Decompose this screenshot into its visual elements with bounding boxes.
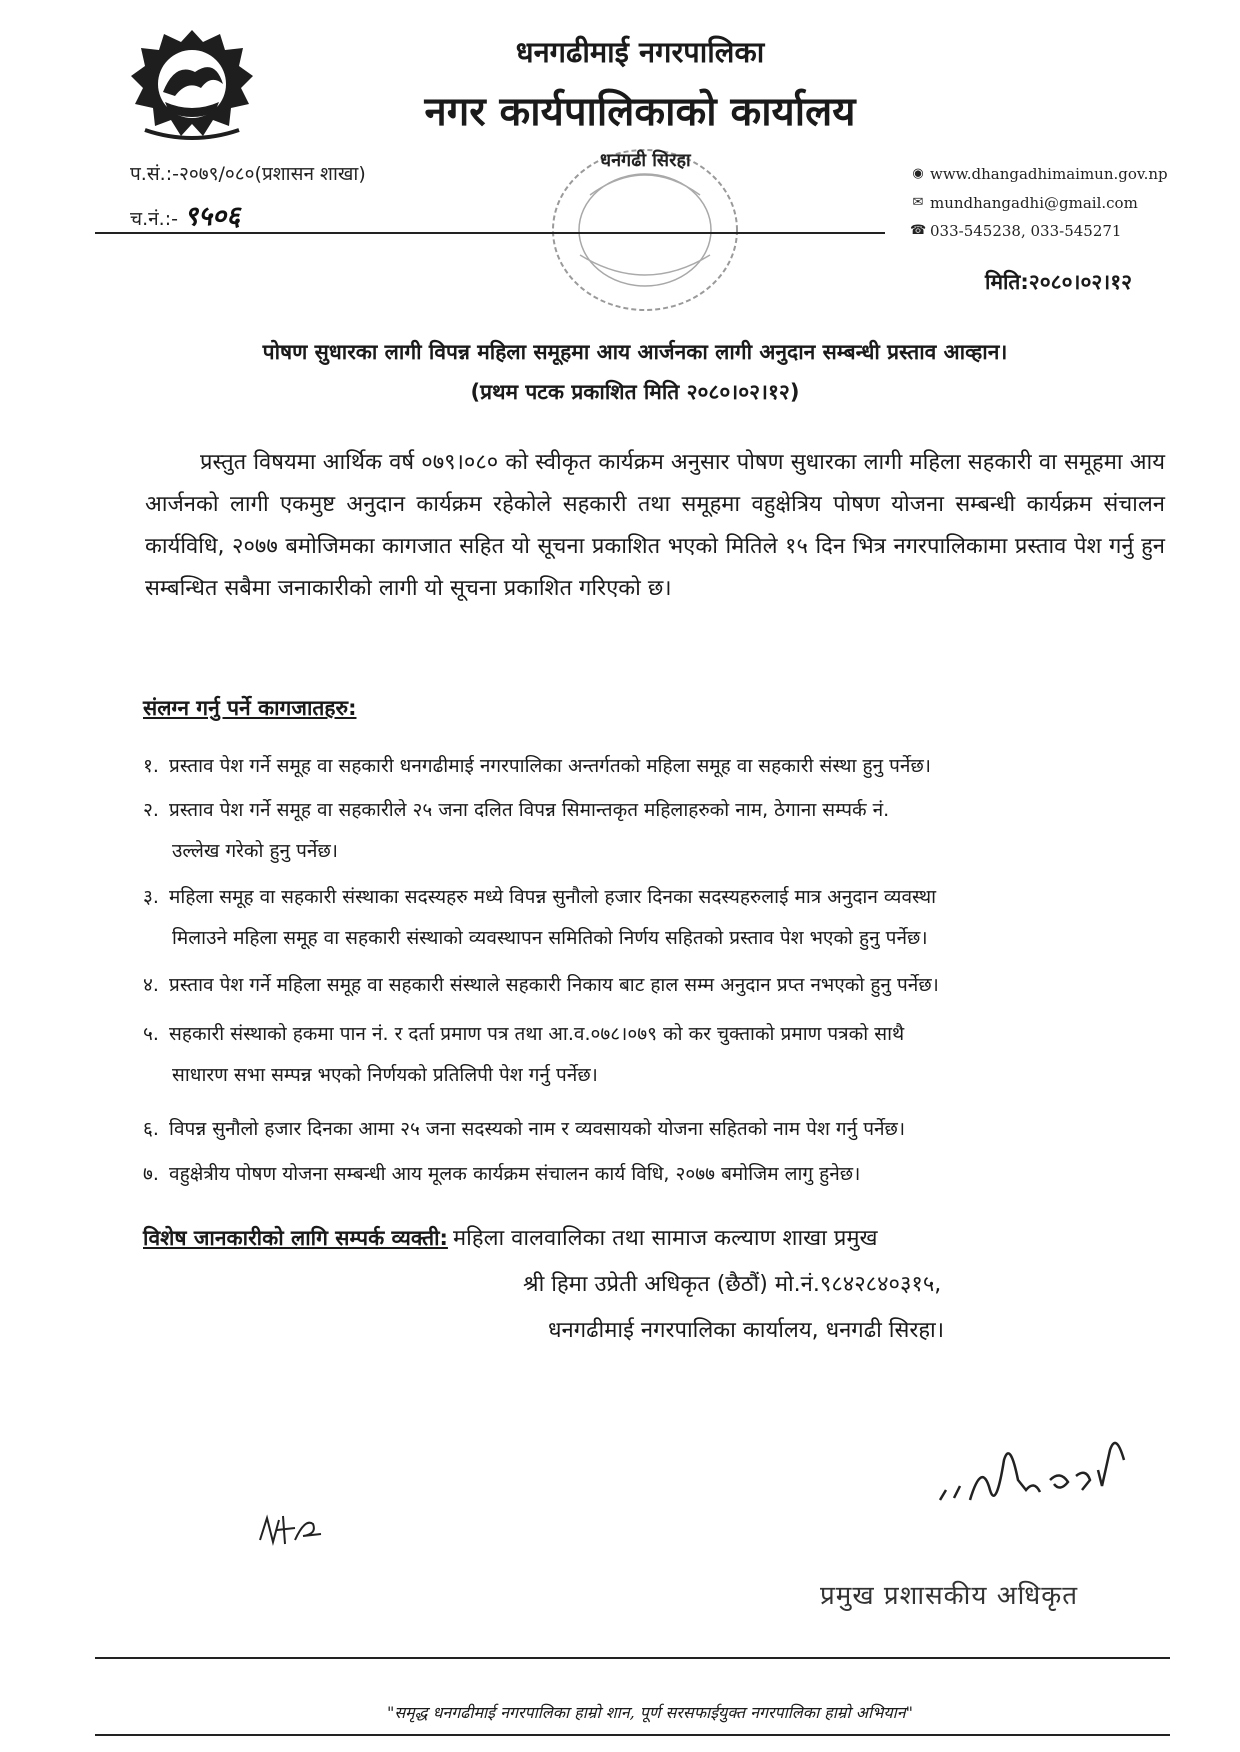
list-item: ३. महिला समूह वा सहकारी संस्थाका सदस्यहरु मध्ये विपन्न सुनौलो हजार दिनका सदस्यहरुलाई मात्र अनुदान व्यवस्था मिलाउने महिला समूह वा सहकारी संस्थाको व्यवस्थापन समितिको निर्णय सहितको प्रस्ताव पेश भएको हुनु पर्नेछ। xyxy=(143,886,937,949)
dispatch-label: च.नं.:- xyxy=(130,208,178,230)
contact-person-line2: श्री हिमा उप्रेती अधिकृत (छैठौं) मो.नं.९८४२८४०३१५, xyxy=(523,1272,942,1297)
phone-text: 033-545238, 033-545271 xyxy=(930,222,1122,240)
globe-icon: ◉ xyxy=(912,166,924,181)
list-item: ६. विपन्न सुनौलो हजार दिनका आमा २५ जना सदस्यको नाम र व्यवसायको योजना सहितको नाम पेश गर्नु पर्नेछ। xyxy=(143,1118,906,1140)
phone-row xyxy=(910,222,1121,240)
office-name: नगर कार्यपालिकाको कार्यालय xyxy=(424,89,856,135)
initials-signature xyxy=(255,1510,325,1550)
website-row xyxy=(910,165,1168,183)
notice-body xyxy=(145,442,1165,610)
list-item: ४. प्रस्ताव पेश गर्ने महिला समूह वा सहकारी संस्थाले सहकारी निकाय बाट हाल सम्म अनुदान प्रप्त नभएको हुनु पर्नेछ। xyxy=(143,974,939,996)
notice-date: मिति:२०८०।०२।१२ xyxy=(985,270,1133,294)
header-divider xyxy=(95,232,885,234)
contact-person-line3: धनगढीमाई नगरपालिका कार्यालय, धनगढी सिरहा। xyxy=(548,1318,945,1343)
list-item: ७. वहुक्षेत्रीय पोषण योजना सम्बन्धी आय मूलक कार्यक्रम संचालन कार्य विधि, २०७७ बमोजिम लागु हुनेछ। xyxy=(143,1163,861,1185)
phone-icon: ☎ xyxy=(910,223,927,238)
dispatch-row xyxy=(130,196,240,233)
list-item: २. प्रस्ताव पेश गर्ने समूह वा सहकारीले २५ जना दलित विपन्न सिमान्तकृत महिलाहरुको नाम, ठेगाना सम्पर्क नं. उल्लेख गरेको हुनु पर्नेछ। xyxy=(143,799,890,862)
contact-person-row xyxy=(143,1222,878,1252)
email-icon: ✉ xyxy=(912,195,924,210)
notice-subtitle: (प्रथम पटक प्रकाशित मिति २०८०।०२।१२) xyxy=(470,380,800,404)
website-text: www.dhangadhimaimun.gov.np xyxy=(930,165,1168,183)
stamp-text: धनगढी सिरहा xyxy=(600,150,691,171)
contact-person-label: विशेष जानकारीको लागि सम्पर्क व्यक्ती: xyxy=(143,1226,448,1250)
reference-number: प.सं.:-२०७९/०८०(प्रशासन शाखा) xyxy=(130,163,366,185)
dispatch-number: ९५०६ xyxy=(183,201,241,232)
footer-divider-top xyxy=(95,1657,1170,1659)
email-text: mundhangadhi@gmail.com xyxy=(930,194,1138,212)
list-item: ५. सहकारी संस्थाको हकमा पान नं. र दर्ता प्रमाण पत्र तथा आ.व.०७८।०७९ को कर चुक्ताको प्रमाण पत्रको साथै साधारण सभा सम्पन्न भएको निर्णयको प्रतिलिपी पेश गर्नु पर्नेछ। xyxy=(143,1023,905,1086)
email-row xyxy=(910,194,1138,212)
notice-title: पोषण सुधारका लागी विपन्न महिला समूहमा आय आर्जनका लागी अनुदान सम्बन्धी प्रस्ताव आव्हान। xyxy=(262,340,1008,364)
officer-designation: प्रमुख प्रशासकीय अधिकृत xyxy=(820,1581,1079,1611)
municipality-name: धनगढीमाई नगरपालिका xyxy=(515,35,765,69)
list-item: १. प्रस्ताव पेश गर्ने समूह वा सहकारी धनगढीमाई नगरपालिका अन्तर्गतको महिला समूह वा सहकारी संस्था हुनु पर्नेछ। xyxy=(143,755,931,777)
notice-body-text: प्रस्तुत विषयमा आर्थिक वर्ष ०७९।०८० को स्वीकृत कार्यक्रम अनुसार पोषण सुधारका लागी महिला सहकारी वा समूहमा आय आर्जनको लागी एकमुष्ट अनुदान कार्यक्रम रहेकोले सहकारी तथा समूहमा वहुक्षेत्रिय पोषण योजना सम्बन्धी कार्यक्रम संचालन कार्यविधि, २०७७ बमोजिमका कागजात सहित यो सूचना प्रकाशित भएको मितिले १५ दिन भित्र नगरपालिकामा प्रस्ताव पेश गर्नु हुन सम्बन्धित सबैमा जनाकारीको लागी यो सूचना प्रकाशित गरिएको छ। xyxy=(145,450,1165,601)
footer-divider-bottom xyxy=(95,1734,1170,1736)
contact-person-line1: महिला वालवालिका तथा सामाज कल्याण शाखा प्रमुख xyxy=(453,1226,878,1251)
footer-motto: "समृद्ध धनगढीमाई नगरपालिका हाम्रो शान, पूर्ण सरसफाईयुक्त नगरपालिका हाम्रो अभियान" xyxy=(386,1703,914,1722)
attachments-heading: संलग्न गर्नु पर्ने कागजातहरु: xyxy=(143,696,357,720)
officer-signature xyxy=(930,1420,1140,1530)
